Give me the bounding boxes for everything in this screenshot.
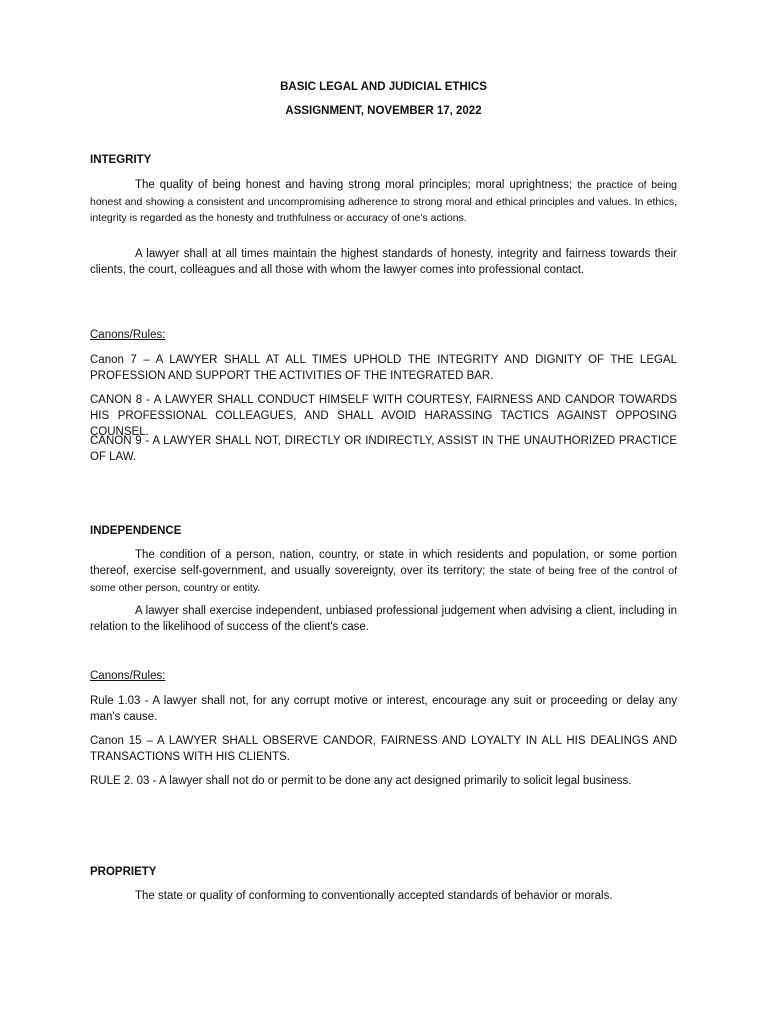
independence-definition-main: The condition of a person, nation, country, or state in which residents and population, or some portion thereof, exercise self-government, and usually sovereignty, over its territory; [90,549,677,577]
independence-rule-item: Canon 15 – A LAWYER SHALL OBSERVE CANDOR, FAIRNESS AND LOYALTY IN ALL HIS DEALINGS AND TRANSACTIONS WITH HIS CLIENTS. [90,735,677,763]
integrity-canon-item: Canon 7 – A LAWYER SHALL AT ALL TIMES UPHOLD THE INTEGRITY AND DIGNITY OF THE LEGAL PROFESSION AND SUPPORT THE ACTIVITIES OF THE INTEGRATED BAR. [90,354,677,382]
integrity-heading: INTEGRITY [90,154,152,166]
integrity-canon-item: CANON 8 - A LAWYER SHALL CONDUCT HIMSELF WITH COURTESY, FAIRNESS AND CANDOR TOWARDS HIS PROFESSIONAL COLLEAGUES, AND SHALL AVOID HARASSING TACTICS AGAINST OPPOSING COUNSEL. [90,394,677,438]
independence-canons-label: Canons/Rules: [90,670,166,682]
independence-heading: INDEPENDENCE [90,525,182,537]
document-page [90,0,677,1024]
document-subtitle: ASSIGNMENT, NOVEMBER 17, 2022 [285,105,482,117]
independence-definition-extended: the state of being free of the control of some other person, country or entity. [90,565,677,594]
integrity-canons-label: Canons/Rules: [90,329,166,341]
independence-lawyer-paragraph: A lawyer shall exercise independent, unbiased professional judgement when advising a client, including in relation to the likelihood of success of the client's case. [90,605,677,633]
integrity-definition [90,177,677,227]
integrity-definition-main: The quality of being honest and having strong moral principles; moral uprightness; [135,179,573,191]
integrity-lawyer-paragraph: A lawyer shall at all times maintain the highest standards of honesty, integrity and fairness towards their clients, the court, colleagues and all those with whom the lawyer comes into professional contact. [90,248,677,276]
integrity-canon-item: CANON 9 - A LAWYER SHALL NOT, DIRECTLY OR INDIRECTLY, ASSIST IN THE UNAUTHORIZED PRACTICE OF LAW. [90,435,677,463]
independence-rule-item: RULE 2. 03 - A lawyer shall not do or permit to be done any act designed primarily to solicit legal business. [90,775,632,787]
document-title: BASIC LEGAL AND JUDICIAL ETHICS [280,81,487,93]
integrity-definition-extended: the practice of being honest and showing a consistent and uncompromising adherence to strong moral and ethical principles and values. In ethics, integrity is regarded as the honesty and truthfulness or accuracy of one's actions. [90,179,677,224]
independence-rule-item: Rule 1.03 - A lawyer shall not, for any corrupt motive or interest, encourage any suit or proceeding or delay any man's cause. [90,695,677,723]
propriety-definition: The state or quality of conforming to conventionally accepted standards of behavior or morals. [135,890,613,902]
propriety-heading: PROPRIETY [90,866,157,878]
independence-definition [90,547,677,596]
